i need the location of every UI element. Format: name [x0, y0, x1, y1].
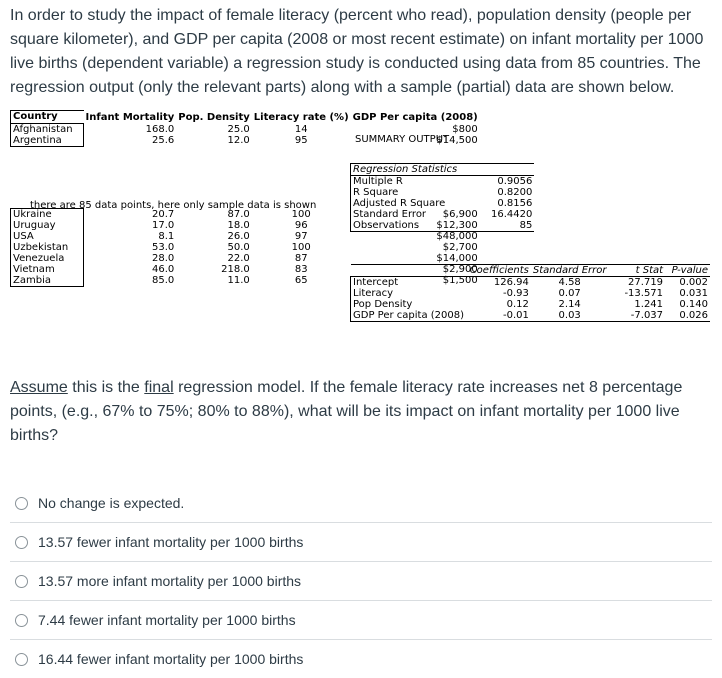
- literacy-cell: 83: [294, 264, 308, 275]
- assume-word: Assume: [10, 379, 68, 396]
- literacy-cell: 95: [294, 135, 308, 147]
- coef-label: Literacy: [351, 288, 467, 299]
- infant-cell: 20.7: [152, 208, 175, 220]
- stat-row: [351, 198, 535, 209]
- literacy-cell: 100: [291, 208, 311, 220]
- coef-header: Coefficients: [466, 265, 531, 277]
- std-error-value: 0.03: [531, 310, 609, 322]
- answer-option[interactable]: [10, 640, 712, 678]
- table-row: [11, 231, 480, 242]
- p-value: 0.140: [679, 299, 708, 310]
- final-word: final: [144, 379, 174, 396]
- country-cell: Vietnam: [11, 264, 84, 275]
- std-error-value: 2.14: [558, 299, 581, 310]
- country-cell: Venezuela: [11, 253, 84, 264]
- sample-note: there are 85 data points, here only sample data is shown: [30, 200, 317, 211]
- gdp-cell: $12,300: [436, 220, 478, 231]
- coef-label: Pop Density: [351, 299, 467, 310]
- header-literacy: Literacy rate (%): [253, 111, 349, 123]
- literacy-cell: 97: [294, 231, 308, 242]
- density-cell: 26.0: [227, 231, 250, 242]
- coef-header: t Stat: [608, 265, 665, 277]
- t-stat-value: 27.719: [628, 277, 664, 288]
- density-cell: 25.0: [227, 123, 250, 135]
- country-cell: Zambia: [11, 275, 84, 287]
- coef-row: [351, 277, 711, 289]
- radio-button-icon[interactable]: [15, 575, 28, 588]
- stat-value: 0.9056: [497, 176, 533, 187]
- gdp-cell: $1,500: [442, 275, 478, 287]
- stat-row: [351, 209, 535, 220]
- gdp-cell: $48,000: [436, 231, 478, 242]
- radio-button-icon[interactable]: [15, 497, 28, 510]
- coef-header-row: [351, 265, 711, 277]
- coef-label: Intercept: [351, 277, 467, 289]
- answer-label[interactable]: No change is expected.: [38, 495, 185, 511]
- infant-cell: 17.0: [152, 220, 175, 231]
- std-error-value: 4.58: [558, 277, 581, 288]
- country-cell: Ukraine: [11, 209, 84, 221]
- answer-option[interactable]: [10, 601, 712, 640]
- stat-row: [351, 187, 535, 198]
- answer-options: [10, 484, 712, 678]
- coef-value: -0.93: [502, 288, 529, 299]
- radio-button-icon[interactable]: [15, 653, 28, 666]
- answer-label[interactable]: 13.57 more infant mortality per 1000 births: [38, 573, 302, 589]
- answer-option[interactable]: [10, 523, 712, 562]
- infant-cell: 28.0: [152, 253, 175, 264]
- density-cell: 218.0: [221, 264, 250, 275]
- table-header-row: [11, 111, 480, 124]
- gdp-cell: $800: [452, 123, 478, 135]
- coef-row: [351, 310, 711, 322]
- regression-output-image: [10, 110, 710, 340]
- density-cell: 50.0: [227, 242, 250, 253]
- gdp-cell: $14,000: [436, 253, 478, 264]
- t-stat-value: 1.241: [634, 299, 664, 310]
- p-value: 0.026: [665, 310, 710, 322]
- literacy-cell: 14: [294, 123, 308, 135]
- stat-label: Multiple R: [351, 176, 490, 188]
- country-cell: Argentina: [11, 135, 84, 147]
- country-cell: Uzbekistan: [11, 242, 84, 253]
- infant-cell: 8.1: [158, 231, 175, 242]
- summary-output-title: SUMMARY OUTPUT: [355, 134, 450, 145]
- gdp-cell: $2,900: [442, 264, 478, 275]
- header-pop-density: Pop. Density: [178, 111, 250, 123]
- intro-text: In order to study the impact of female literacy (percent who read), population density (people per square kilometer), and GDP per capita (2008 or most recent estimate) on infant mortality per 1000 live births (dependent variable) a regression study is conducted using data from 85 countries. The regression output (only the relevant parts) along with a sample (partial) data are shown below.: [10, 7, 704, 96]
- infant-cell: 25.6: [152, 135, 175, 147]
- coef-row: [351, 299, 711, 310]
- density-cell: 22.0: [227, 253, 250, 264]
- question-fragment: this is the: [67, 379, 145, 396]
- answer-label[interactable]: 16.44 fewer infant mortality per 1000 births: [38, 651, 304, 667]
- stat-value: 85: [489, 220, 534, 232]
- header-country: Country: [11, 111, 84, 124]
- coef-value: -0.01: [466, 310, 531, 322]
- density-cell: 87.0: [227, 208, 250, 220]
- coef-row: [351, 288, 711, 299]
- coef-label: GDP Per capita (2008): [351, 310, 467, 322]
- coefficients-table: [350, 264, 710, 322]
- infant-cell: 85.0: [152, 275, 175, 287]
- stat-label: R Square: [351, 187, 490, 198]
- infant-cell: 53.0: [152, 242, 175, 253]
- density-cell: 12.0: [227, 135, 250, 147]
- infant-cell: 46.0: [152, 264, 175, 275]
- density-cell: 18.0: [227, 220, 250, 231]
- t-stat-value: -13.571: [624, 288, 664, 299]
- table-row: [11, 253, 480, 264]
- answer-option[interactable]: [10, 562, 712, 601]
- coef-header: P-value: [665, 265, 710, 277]
- stat-label: Adjusted R Square: [351, 198, 490, 209]
- coef-value: 0.12: [506, 299, 529, 310]
- regression-stats-title: Regression Statistics: [351, 164, 490, 176]
- stat-row: [351, 176, 535, 188]
- stat-value: 0.8200: [497, 187, 533, 198]
- answer-label[interactable]: 7.44 fewer infant mortality per 1000 births: [38, 612, 296, 628]
- coef-value: 126.94: [493, 277, 529, 288]
- header-infant-mortality: Infant Mortality: [85, 111, 175, 123]
- country-cell: Afghanistan: [11, 124, 84, 136]
- stat-value: 0.8156: [497, 198, 533, 209]
- answer-option[interactable]: [10, 484, 712, 523]
- std-error-value: 0.07: [558, 288, 581, 299]
- radio-button-icon[interactable]: [15, 536, 28, 549]
- p-value: 0.002: [679, 277, 708, 288]
- country-cell: Uruguay: [11, 220, 84, 231]
- country-cell: USA: [11, 231, 84, 242]
- question-text: [10, 376, 710, 448]
- question-fragment: regression model. If the female literacy rate increases net 8 percentage points, (e.g., 67% to 75%; 80% to 88%), what will be its impact on infant mortality per 1000 live births?: [10, 379, 683, 444]
- density-cell: 11.0: [227, 275, 250, 287]
- stat-label: Standard Error: [351, 209, 490, 220]
- gdp-cell: $2,700: [442, 242, 478, 253]
- gdp-cell: $6,900: [442, 208, 478, 220]
- literacy-cell: 100: [291, 242, 311, 253]
- regression-statistics-table: [350, 163, 534, 232]
- stat-value: 16.4420: [491, 209, 533, 220]
- table-row: [11, 242, 480, 253]
- p-value: 0.031: [679, 288, 708, 299]
- gdp-cell: $14,500: [436, 135, 478, 147]
- radio-button-icon[interactable]: [15, 614, 28, 627]
- infant-cell: 168.0: [145, 123, 175, 135]
- literacy-cell: 87: [294, 253, 308, 264]
- t-stat-value: -7.037: [608, 310, 665, 322]
- literacy-cell: 96: [294, 220, 308, 231]
- stat-row: [351, 220, 535, 232]
- coef-header: Standard Error: [532, 265, 607, 276]
- literacy-cell: 65: [294, 275, 308, 287]
- answer-label[interactable]: 13.57 fewer infant mortality per 1000 births: [38, 534, 304, 550]
- header-gdp: GDP Per capita (2008): [352, 111, 478, 123]
- stat-label: Observations: [351, 220, 490, 232]
